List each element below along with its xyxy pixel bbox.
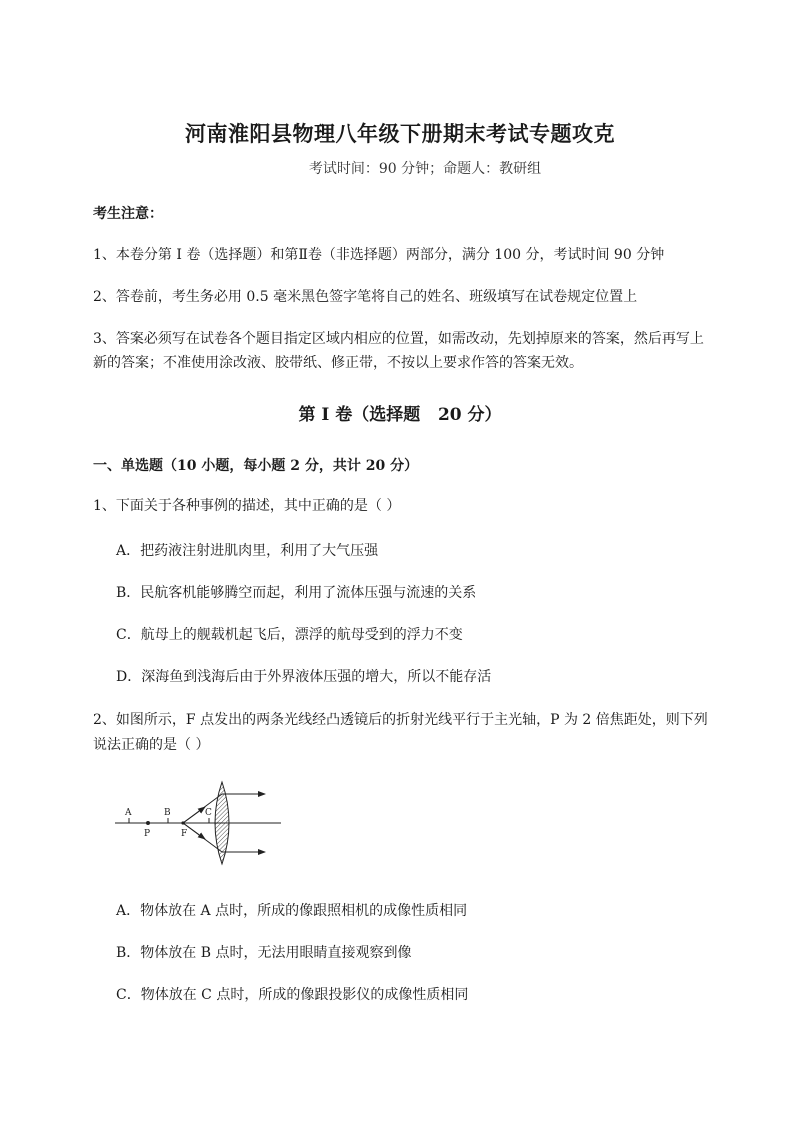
label-f: F [181,829,188,839]
exam-info: 考试时间：90 分钟；命题人：教研组 [308,161,542,177]
ray-arrow [183,807,205,823]
label-a: A [125,808,132,818]
point-f [181,821,184,824]
answer-option: B．民航客机能够腾空而起，利用了流体压强与流速的关系 [116,585,477,601]
answer-option: B．物体放在 B 点时，无法用眼睛直接观察到像 [116,945,412,961]
label-b: B [164,808,171,818]
page-title: 河南淮阳县物理八年级下册期末考试专题攻克 [185,121,615,146]
section-title: 第 I 卷（选择题 20 分） [298,405,502,425]
label-p: P [144,829,151,839]
question-stem: 2、如图所示，F 点发出的两条光线经凸透镜后的折射光线平行于主光轴，P 为 2 倍焦距处，则下列说法正确的是（ ） [93,712,708,753]
point-p [146,821,150,825]
answer-option: A．物体放在 A 点时，所成的像跟照相机的成像性质相同 [116,903,468,919]
answer-option: D．深海鱼到浅海后由于外界液体压强的增大，所以不能存活 [116,669,492,685]
notice-item: 3、答案必须写在试卷各个题目指定区域内相应的位置，如需改动，先划掉原来的答案，然后再写上新的答案；不准使用涂改液、胶带纸、修正带，不按以上要求作答的答案无效。 [93,331,704,371]
notice-heading: 考生注意： [93,206,163,222]
label-c: C [205,808,212,818]
answer-option: C．物体放在 C 点时，所成的像跟投影仪的成像性质相同 [116,987,469,1003]
answer-option: A．把药液注射进肌肉里，利用了大气压强 [116,543,379,559]
answer-option: C．航母上的舰载机起飞后，漂浮的航母受到的浮力不变 [116,627,463,643]
part-heading: 一、单选题（10 小题，每小题 2 分，共计 20 分） [93,458,419,474]
notice-item: 2、答卷前，考生务必用 0.5 毫米黑色签字笔将自己的姓名、班级填写在试卷规定位置上 [93,289,638,305]
question-stem: 1、下面关于各种事例的描述，其中正确的是（ ） [93,498,401,514]
notice-item: 1、本卷分第 I 卷（选择题）和第Ⅱ卷（非选择题）两部分，满分 100 分，考试时间 90 分钟 [93,247,665,263]
convex-lens-diagram [115,776,285,868]
